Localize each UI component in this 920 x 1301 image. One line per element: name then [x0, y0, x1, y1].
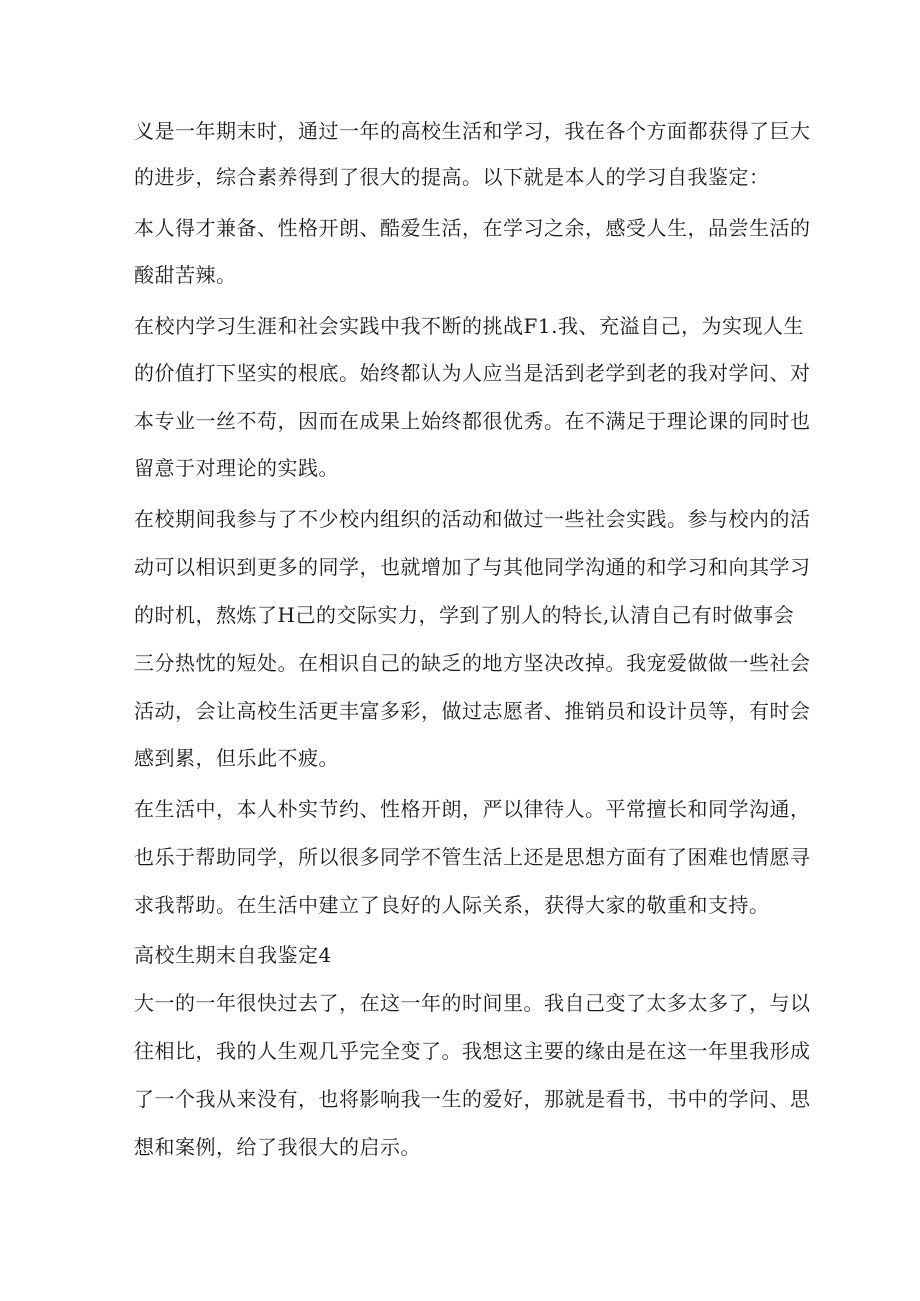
text-line: 酸甜苦辣。 [134, 263, 237, 287]
text-line: 在校期间我参与了不少校内组织的活动和做过一些社会实践。参与校内的活 [134, 507, 811, 531]
text-line: 义是一年期末时，通过一年的高校生活和学习，我在各个方面都获得了巨大 [134, 119, 811, 143]
text-line: 想和案例，给了我很大的启示。 [134, 1135, 421, 1159]
text-line: 的进步，综合素养得到了很大的提高。以下就是本人的学习自我鉴定： [134, 165, 770, 189]
text-line: 大一的一年很快过去了，在这一年的时间里。我自己变了太多太多了，与以 [134, 991, 811, 1015]
text-line: 了一个我从来没有，也将影响我一生的爱好，那就是看书，书中的学问、思 [134, 1087, 811, 1111]
text-line: 也乐于帮助同学，所以很多同学不管生活上还是思想方面有了困难也情愿寻 [134, 845, 811, 869]
text-line: 活动，会让高校生活更丰富多彩，做过志愿者、推销员和设计员等，有时会 [134, 699, 811, 723]
section-heading: 高校生期末自我鉴定4 [134, 943, 332, 967]
text-line: 感到累，但乐此不疲。 [134, 746, 339, 770]
text-line: 三分热忱的短处。在相识自己的缺乏的地方坚决改掉。我宠爱做做一些社会 [134, 651, 811, 675]
text-line: 的时机，熬炼了H己的交际实力，学到了别人的特长,认清自己有时做事会 [134, 603, 795, 627]
text-line: 在校内学习生涯和社会实践中我不断的挑战F1.我、充溢自己，为实现人生 [134, 314, 804, 338]
text-line: 本人得才兼备、性格开朗、酷爱生活，在学习之余，感受人生，品尝生活的 [134, 216, 811, 240]
text-line: 留意于对理论的实践。 [134, 456, 339, 480]
text-line: 往相比，我的人生观几乎完全变了。我想这主要的缘由是在这一年里我形成 [134, 1039, 811, 1063]
text-line: 本专业一丝不苟，因而在成果上始终都很优秀。在不满足于理论课的同时也 [134, 409, 811, 433]
text-line: 动可以相识到更多的同学，也就增加了与其他同学沟通的和学习和向其学习 [134, 555, 811, 579]
text-line: 求我帮助。在生活中建立了良好的人际关系，获得大家的敬重和支持。 [134, 893, 770, 917]
text-line: 的价值打下坚实的根底。始终都认为人应当是活到老学到老的我对学问、对 [134, 361, 811, 385]
text-line: 在生活中，本人朴实节约、性格开朗，严以律待人。平常擅长和同学沟通， [134, 797, 811, 821]
